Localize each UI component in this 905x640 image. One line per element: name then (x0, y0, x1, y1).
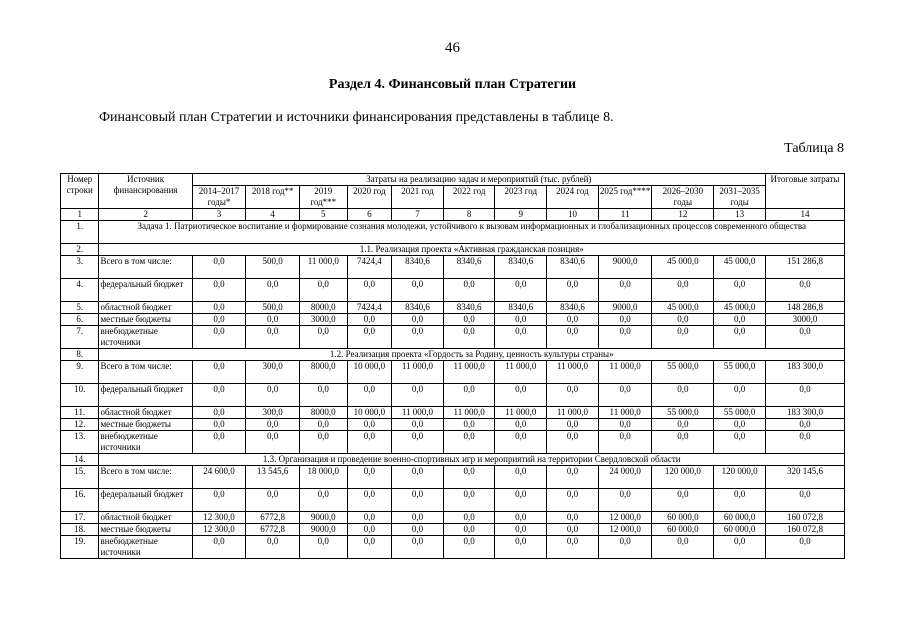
table-row (61, 326, 845, 349)
row-number: 4. (61, 279, 99, 302)
cost-value: 11 000,0 (547, 361, 599, 384)
cost-value: 8000,0 (300, 361, 348, 384)
cost-value: 0,0 (392, 512, 444, 524)
cost-value: 55 000,0 (714, 361, 766, 384)
cost-value: 0,0 (246, 384, 300, 407)
cost-value: 9000,0 (300, 524, 348, 536)
cost-value: 0,0 (192, 536, 246, 559)
header-period: 2026–2030 годы (652, 186, 714, 209)
cost-value: 0,0 (443, 466, 495, 489)
cost-value: 0,0 (246, 536, 300, 559)
funding-source: Всего в том числе: (99, 361, 192, 384)
column-number: 7 (392, 209, 444, 221)
cost-value: 0,0 (443, 384, 495, 407)
row-number: 5. (61, 302, 99, 314)
cost-value: 0,0 (495, 466, 547, 489)
cost-value: 0,0 (495, 536, 547, 559)
cost-value: 0,0 (347, 314, 392, 326)
column-number: 10 (547, 209, 599, 221)
header-period: 2018 год** (246, 186, 300, 209)
cost-value: 55 000,0 (714, 407, 766, 419)
cost-value: 10 000,0 (347, 407, 392, 419)
cost-value: 0,0 (246, 326, 300, 349)
cost-value: 11 000,0 (392, 407, 444, 419)
cost-value: 9000,0 (300, 512, 348, 524)
cost-value: 8340,6 (443, 302, 495, 314)
cost-value: 0,0 (547, 384, 599, 407)
row-number: 1. (61, 221, 99, 244)
cost-value: 0,0 (443, 326, 495, 349)
cost-value: 0,0 (547, 512, 599, 524)
cost-value: 0,0 (598, 536, 652, 559)
cost-value: 11 000,0 (547, 407, 599, 419)
column-number: 5 (300, 209, 348, 221)
cost-value: 300,0 (246, 361, 300, 384)
cost-value: 0,0 (714, 314, 766, 326)
row-number: 19. (61, 536, 99, 559)
cost-value: 13 545,6 (246, 466, 300, 489)
cost-value: 0,0 (443, 419, 495, 431)
cost-value: 0,0 (495, 279, 547, 302)
cost-value: 0,0 (347, 279, 392, 302)
cost-value: 0,0 (192, 256, 246, 279)
cost-value: 12 000,0 (598, 512, 652, 524)
cost-value: 12 300,0 (192, 524, 246, 536)
cost-value: 0,0 (192, 489, 246, 512)
cost-value: 0,0 (392, 536, 444, 559)
row-number: 16. (61, 489, 99, 512)
funding-source: внебюджетные источники (99, 326, 192, 349)
header-row-number: Номер строки (61, 174, 99, 209)
total-value: 0,0 (765, 536, 844, 559)
cost-value: 120 000,0 (652, 466, 714, 489)
cost-value: 0,0 (192, 419, 246, 431)
cost-value: 0,0 (547, 431, 599, 454)
section-row (61, 349, 845, 361)
header-period: 2020 год (347, 186, 392, 209)
row-number: 13. (61, 431, 99, 454)
total-value: 151 286,8 (765, 256, 844, 279)
cost-value: 60 000,0 (652, 524, 714, 536)
cost-value: 0,0 (392, 384, 444, 407)
cost-value: 0,0 (652, 419, 714, 431)
table-row (61, 314, 845, 326)
cost-value: 9000,0 (598, 256, 652, 279)
cost-value: 0,0 (714, 384, 766, 407)
cost-value: 0,0 (392, 431, 444, 454)
header-period: 2025 год**** (598, 186, 652, 209)
cost-value: 55 000,0 (652, 407, 714, 419)
cost-value: 0,0 (443, 489, 495, 512)
row-number: 11. (61, 407, 99, 419)
cost-value: 300,0 (246, 407, 300, 419)
cost-value: 0,0 (495, 489, 547, 512)
funding-source: федеральный бюджет (99, 384, 192, 407)
cost-value: 0,0 (347, 431, 392, 454)
cost-value: 7424,4 (347, 302, 392, 314)
cost-value: 0,0 (246, 314, 300, 326)
total-value: 148 286,8 (765, 302, 844, 314)
column-number: 8 (443, 209, 495, 221)
header-period: 2024 год (547, 186, 599, 209)
financial-plan-table (60, 173, 845, 559)
cost-value: 0,0 (300, 431, 348, 454)
cost-value: 0,0 (246, 279, 300, 302)
cost-value: 0,0 (495, 384, 547, 407)
row-number: 6. (61, 314, 99, 326)
table-row (61, 302, 845, 314)
cost-value: 8000,0 (300, 302, 348, 314)
cost-value: 8340,6 (392, 302, 444, 314)
cost-value: 45 000,0 (652, 302, 714, 314)
funding-source: Всего в том числе: (99, 466, 192, 489)
cost-value: 0,0 (347, 466, 392, 489)
cost-value: 7424,4 (347, 256, 392, 279)
table-row (61, 361, 845, 384)
cost-value: 45 000,0 (714, 256, 766, 279)
cost-value: 10 000,0 (347, 361, 392, 384)
cost-value: 0,0 (714, 419, 766, 431)
cost-value: 9000,0 (598, 302, 652, 314)
cost-value: 0,0 (192, 361, 246, 384)
column-number: 4 (246, 209, 300, 221)
cost-value: 8340,6 (547, 256, 599, 279)
cost-value: 0,0 (392, 326, 444, 349)
cost-value: 0,0 (392, 314, 444, 326)
column-number: 6 (347, 209, 392, 221)
cost-value: 0,0 (547, 314, 599, 326)
cost-value: 11 000,0 (392, 361, 444, 384)
cost-value: 0,0 (495, 512, 547, 524)
page-number: 46 (445, 40, 460, 56)
cost-value: 45 000,0 (652, 256, 714, 279)
cost-value: 11 000,0 (443, 407, 495, 419)
cost-value: 0,0 (547, 489, 599, 512)
cost-value: 11 000,0 (598, 361, 652, 384)
row-number: 7. (61, 326, 99, 349)
table-row (61, 536, 845, 559)
total-value: 0,0 (765, 419, 844, 431)
row-number: 15. (61, 466, 99, 489)
total-value: 0,0 (765, 326, 844, 349)
cost-value: 6772,8 (246, 524, 300, 536)
cost-value: 0,0 (495, 314, 547, 326)
section-row (61, 244, 845, 256)
cost-value: 8340,6 (495, 256, 547, 279)
header-period: 2019 год*** (300, 186, 348, 209)
total-value: 0,0 (765, 489, 844, 512)
row-number: 9. (61, 361, 99, 384)
funding-source: федеральный бюджет (99, 489, 192, 512)
table-caption: Таблица 8 (784, 141, 844, 156)
table-row (61, 489, 845, 512)
header-total-costs: Итоговые затраты (765, 174, 844, 209)
cost-value: 0,0 (652, 536, 714, 559)
cost-value: 0,0 (598, 384, 652, 407)
total-value: 0,0 (765, 431, 844, 454)
column-number: 9 (495, 209, 547, 221)
funding-source: местные бюджеты (99, 314, 192, 326)
cost-value: 11 000,0 (443, 361, 495, 384)
cost-value: 8340,6 (495, 302, 547, 314)
cost-value: 0,0 (392, 524, 444, 536)
table-row (61, 431, 845, 454)
total-value: 320 145,6 (765, 466, 844, 489)
header-period: 2023 год (495, 186, 547, 209)
cost-value: 120 000,0 (714, 466, 766, 489)
cost-value: 60 000,0 (652, 512, 714, 524)
section-heading: Раздел 4. Финансовый план Стратегии (328, 77, 577, 92)
cost-value: 500,0 (246, 256, 300, 279)
cost-value: 0,0 (598, 431, 652, 454)
cost-value: 0,0 (246, 489, 300, 512)
column-number: 14 (765, 209, 844, 221)
cost-value: 8000,0 (300, 407, 348, 419)
column-number: 3 (192, 209, 246, 221)
cost-value: 0,0 (246, 431, 300, 454)
total-value: 160 072,8 (765, 512, 844, 524)
row-number: 18. (61, 524, 99, 536)
cost-value: 0,0 (300, 326, 348, 349)
cost-value: 0,0 (192, 314, 246, 326)
funding-source: внебюджетные источники (99, 536, 192, 559)
cost-value: 0,0 (714, 431, 766, 454)
cost-value: 0,0 (652, 384, 714, 407)
cost-value: 0,0 (714, 326, 766, 349)
cost-value: 0,0 (392, 279, 444, 302)
cost-value: 0,0 (443, 314, 495, 326)
cost-value: 0,0 (598, 279, 652, 302)
cost-value: 0,0 (652, 489, 714, 512)
cost-value: 0,0 (598, 419, 652, 431)
cost-value: 0,0 (392, 466, 444, 489)
cost-value: 8340,6 (392, 256, 444, 279)
cost-value: 0,0 (443, 512, 495, 524)
cost-value: 0,0 (246, 419, 300, 431)
cost-value: 0,0 (300, 419, 348, 431)
cost-value: 0,0 (598, 326, 652, 349)
cost-value: 8340,6 (547, 302, 599, 314)
cost-value: 0,0 (652, 431, 714, 454)
cost-value: 0,0 (192, 326, 246, 349)
cost-value: 11 000,0 (495, 361, 547, 384)
table-row (61, 407, 845, 419)
cost-value: 24 600,0 (192, 466, 246, 489)
header-funding-source: Источник финансирования (99, 174, 192, 209)
funding-source: Всего в том числе: (99, 256, 192, 279)
table-row (61, 256, 845, 279)
row-number: 8. (61, 349, 99, 361)
total-value: 0,0 (765, 279, 844, 302)
cost-value: 6772,8 (246, 512, 300, 524)
cost-value: 0,0 (347, 384, 392, 407)
cost-value: 0,0 (714, 536, 766, 559)
cost-value: 60 000,0 (714, 512, 766, 524)
table-row (61, 279, 845, 302)
intro-paragraph: Финансовый план Стратегии и источники финансирования представлены в таблице 8. (99, 110, 614, 125)
section-row (61, 221, 845, 244)
column-number: 2 (99, 209, 192, 221)
cost-value: 18 000,0 (300, 466, 348, 489)
cost-value: 0,0 (347, 326, 392, 349)
cost-value: 0,0 (714, 279, 766, 302)
row-number: 3. (61, 256, 99, 279)
cost-value: 0,0 (547, 524, 599, 536)
cost-value: 0,0 (192, 279, 246, 302)
total-value: 3000,0 (765, 314, 844, 326)
cost-value: 0,0 (547, 326, 599, 349)
row-number: 2. (61, 244, 99, 256)
cost-value: 0,0 (598, 489, 652, 512)
table-row (61, 384, 845, 407)
cost-value: 3000,0 (300, 314, 348, 326)
cost-value: 0,0 (300, 279, 348, 302)
cost-value: 12 300,0 (192, 512, 246, 524)
funding-source: областной бюджет (99, 302, 192, 314)
cost-value: 60 000,0 (714, 524, 766, 536)
cost-value: 0,0 (443, 431, 495, 454)
table-row (61, 512, 845, 524)
section-title: 1.2. Реализация проекта «Гордость за Родину, ценность культуры страны» (99, 349, 845, 361)
cost-value: 0,0 (347, 536, 392, 559)
cost-value: 0,0 (443, 524, 495, 536)
section-row (61, 454, 845, 466)
row-number: 14. (61, 454, 99, 466)
cost-value: 0,0 (598, 314, 652, 326)
section-title: 1.1. Реализация проекта «Активная гражданская позиция» (99, 244, 845, 256)
cost-value: 0,0 (495, 431, 547, 454)
row-number: 10. (61, 384, 99, 407)
cost-value: 0,0 (347, 489, 392, 512)
total-value: 183 300,0 (765, 361, 844, 384)
funding-source: федеральный бюджет (99, 279, 192, 302)
header-period: 2014–2017 годы* (192, 186, 246, 209)
column-number: 1 (61, 209, 99, 221)
cost-value: 0,0 (192, 302, 246, 314)
row-number: 17. (61, 512, 99, 524)
cost-value: 0,0 (652, 279, 714, 302)
row-number: 12. (61, 419, 99, 431)
cost-value: 0,0 (495, 524, 547, 536)
cost-value: 0,0 (547, 466, 599, 489)
table-row (61, 524, 845, 536)
funding-source: местные бюджеты (99, 419, 192, 431)
total-value: 0,0 (765, 384, 844, 407)
total-value: 160 072,8 (765, 524, 844, 536)
header-period: 2031–2035 годы (714, 186, 766, 209)
cost-value: 0,0 (714, 489, 766, 512)
column-number: 12 (652, 209, 714, 221)
cost-value: 0,0 (547, 419, 599, 431)
section-title: Задача 1. Патриотическое воспитание и формирование сознания молодежи, устойчивого к вызовам информационных и глобализационных процессов современного общества (99, 221, 845, 244)
table-row (61, 466, 845, 489)
cost-value: 0,0 (495, 326, 547, 349)
cost-value: 0,0 (495, 419, 547, 431)
cost-value: 55 000,0 (652, 361, 714, 384)
cost-value: 0,0 (547, 279, 599, 302)
cost-value: 0,0 (347, 524, 392, 536)
total-value: 183 300,0 (765, 407, 844, 419)
cost-value: 45 000,0 (714, 302, 766, 314)
cost-value: 12 000,0 (598, 524, 652, 536)
header-period: 2022 год (443, 186, 495, 209)
cost-value: 0,0 (547, 536, 599, 559)
cost-value: 0,0 (443, 279, 495, 302)
cost-value: 0,0 (392, 419, 444, 431)
cost-value: 0,0 (392, 489, 444, 512)
column-number: 11 (598, 209, 652, 221)
cost-value: 0,0 (192, 431, 246, 454)
cost-value: 11 000,0 (495, 407, 547, 419)
column-number: 13 (714, 209, 766, 221)
funding-source: внебюджетные источники (99, 431, 192, 454)
cost-value: 24 000,0 (598, 466, 652, 489)
section-title: 1.3. Организация и проведение военно-спортивных игр и мероприятий на территории Свердловской области (99, 454, 845, 466)
cost-value: 0,0 (347, 419, 392, 431)
cost-value: 0,0 (300, 384, 348, 407)
cost-value: 500,0 (246, 302, 300, 314)
funding-source: областной бюджет (99, 407, 192, 419)
cost-value: 0,0 (300, 536, 348, 559)
cost-value: 11 000,0 (598, 407, 652, 419)
cost-value: 0,0 (443, 536, 495, 559)
header-period: 2021 год (392, 186, 444, 209)
funding-source: местные бюджеты (99, 524, 192, 536)
cost-value: 0,0 (652, 314, 714, 326)
cost-value: 0,0 (192, 407, 246, 419)
table-row (61, 419, 845, 431)
cost-value: 0,0 (652, 326, 714, 349)
funding-source: областной бюджет (99, 512, 192, 524)
cost-value: 0,0 (192, 384, 246, 407)
cost-value: 11 000,0 (300, 256, 348, 279)
cost-value: 0,0 (347, 512, 392, 524)
cost-value: 8340,6 (443, 256, 495, 279)
header-costs-group: Затраты на реализацию задач и мероприятий (тыс. рублей) (192, 174, 765, 186)
cost-value: 0,0 (300, 489, 348, 512)
